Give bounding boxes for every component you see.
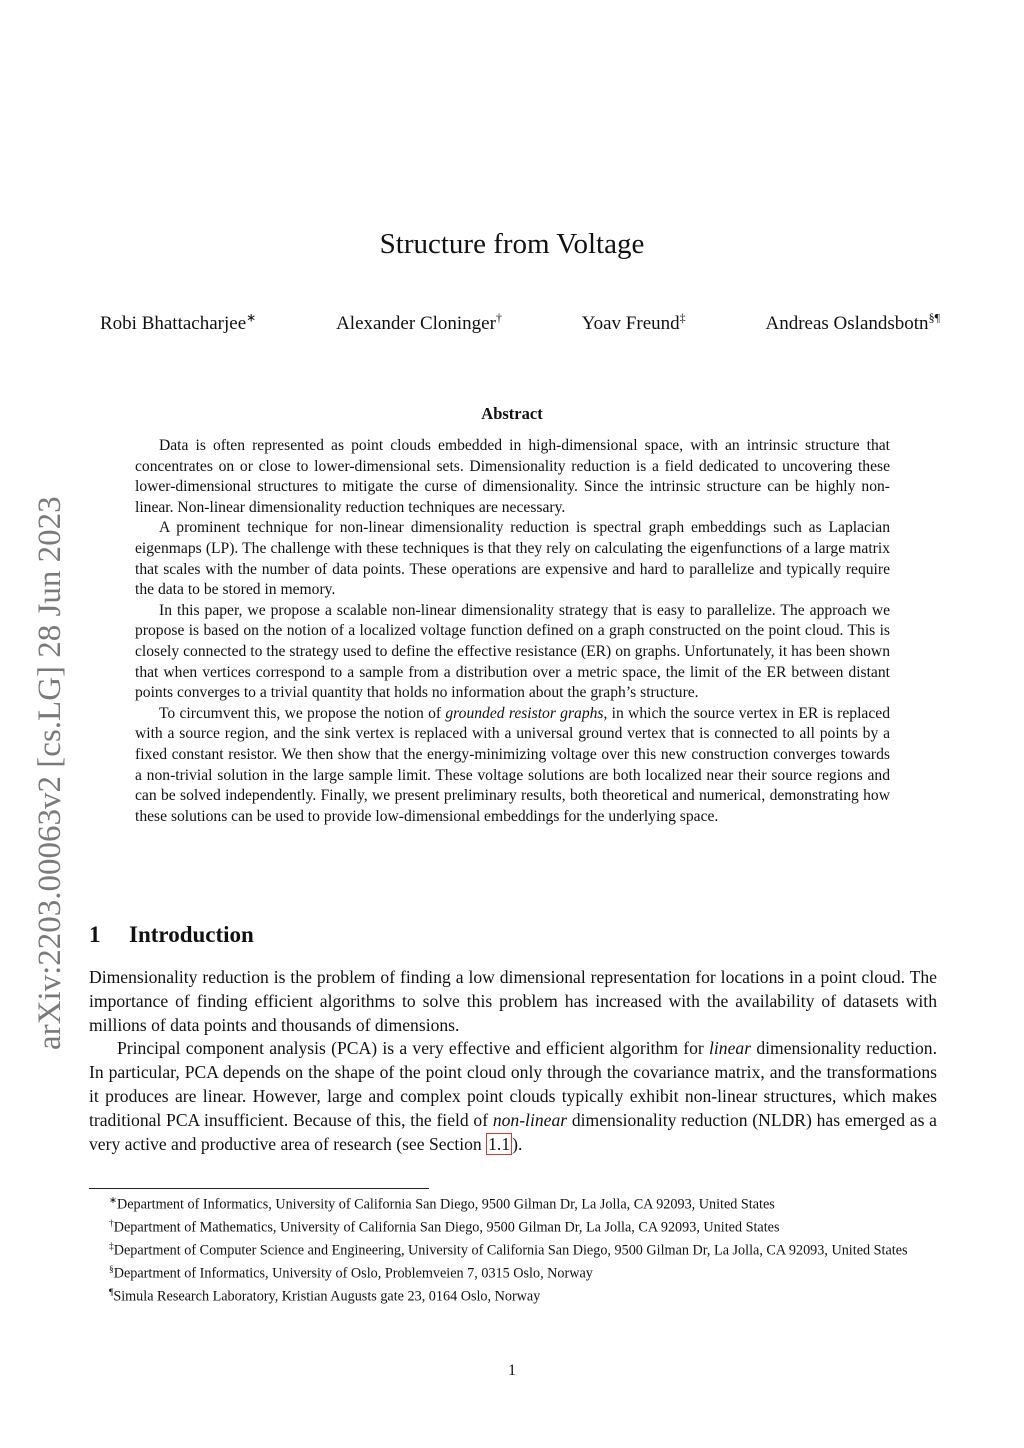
abstract-paragraph: In this paper, we propose a scalable non-linear dimensionality strategy that is easy to parallelize. The approach we propose is based on the notion of a localized voltage function defined on a graph constructed on the point cloud. This is closely connected to the strategy used to define the effective resistance (ER) on graphs. Unfortunately, it has been shown that when vertices correspond to a sample from a distribution over a metric space, the limit of the ER between distant points converges to a trivial quantity that holds no information about the graph’s structure. — [135, 601, 890, 702]
arxiv-identifier: arXiv:2203.00063v2 [cs.LG] 28 Jun 2023 — [32, 496, 68, 1050]
footnote-rule — [89, 1188, 429, 1189]
body-paragraph: Principal component analysis (PCA) is a very effective and efficient algorithm for linear dimensionality reduction. In particular, PCA depends on the shape of the point cloud only through the covariance matrix, and the transformations it produces are linear. However, large and complex point clouds typically exhibit non-linear structures, which makes traditional PCA insufficient. Because of this, the field of non-linear dimensionality reduction (NLDR) has emerged as a very active and productive area of research (see Section 1.1 ). — [89, 1038, 937, 1154]
abstract-body — [135, 436, 890, 827]
footnotes — [89, 1192, 937, 1307]
footnote: †Department of Mathematics, University of California San Diego, 9500 Gilman Dr, La Jolla, CA 92093, United States — [109, 1219, 780, 1236]
author-list — [100, 310, 940, 338]
page-number: 1 — [508, 1362, 516, 1379]
footnote: §Department of Informatics, University of Oslo, Problemveien 7, 0315 Oslo, Norway — [109, 1265, 593, 1282]
introduction-body — [89, 966, 937, 1156]
paper-title: Structure from Voltage — [379, 228, 645, 260]
abstract-paragraph: To circumvent this, we propose the notion of grounded resistor graphs, in which the source vertex in ER is replaced with a source region, and the sink vertex is replaced with a universal ground vertex that is connected to all points by a fixed constant resistor. We then show that the energy-minimizing voltage over this new construction converges towards a non-trivial solution in the large sample limit. These voltage solutions are both localized near their source regions and can be solved independently. Finally, we present preliminary results, both theoretical and numerical, demonstrating how these solutions can be used to provide low-dimensional embeddings for the underlying space. — [135, 704, 890, 825]
section-reference-link[interactable]: 1.1 — [488, 1133, 511, 1154]
footnote: ∗Department of Informatics, University of California San Diego, 9500 Gilman Dr, La Jolla, CA 92093, United States — [109, 1196, 775, 1213]
abstract-heading: Abstract — [481, 404, 543, 423]
author: Yoav Freund‡ — [581, 310, 686, 334]
body-paragraph: Dimensionality reduction is the problem of finding a low dimensional representation for locations in a point cloud. The importance of finding efficient algorithms to solve this problem has increased with the availability of datasets with millions of data points and thousands of dimensions. — [89, 967, 937, 1035]
footnote: ¶Simula Research Laboratory, Kristian Augusts gate 23, 0164 Oslo, Norway — [109, 1288, 541, 1305]
author: Robi Bhattacharjee∗ — [100, 310, 257, 334]
footnote: ‡Department of Computer Science and Engineering, University of California San Diego, 9500 Gilman Dr, La Jolla, CA 92093, United States — [109, 1242, 908, 1259]
abstract-paragraph: A prominent technique for non-linear dimensionality reduction is spectral graph embeddings such as Laplacian eigenmaps (LP). The challenge with these techniques is that they rely on calculating the eigenfunctions of a large matrix that scales with the number of data points. These operations are expensive and hard to parallelize and typically require the data to be stored in memory. — [135, 519, 890, 599]
abstract-paragraph: Data is often represented as point clouds embedded in high-dimensional space, with an intrinsic structure that concentrates on or close to lower-dimensional sets. Dimensionality reduction is a field dedicated to uncovering these lower-dimensional structures to mitigate the curse of dimensionality. Since the intrinsic structure can be highly non-linear. Non-linear dimensionality reduction techniques are necessary. — [135, 437, 890, 516]
author: Alexander Cloninger† — [336, 310, 502, 334]
section-heading: 1 Introduction — [89, 922, 254, 947]
author: Andreas Oslandsbotn§¶ — [765, 310, 940, 334]
